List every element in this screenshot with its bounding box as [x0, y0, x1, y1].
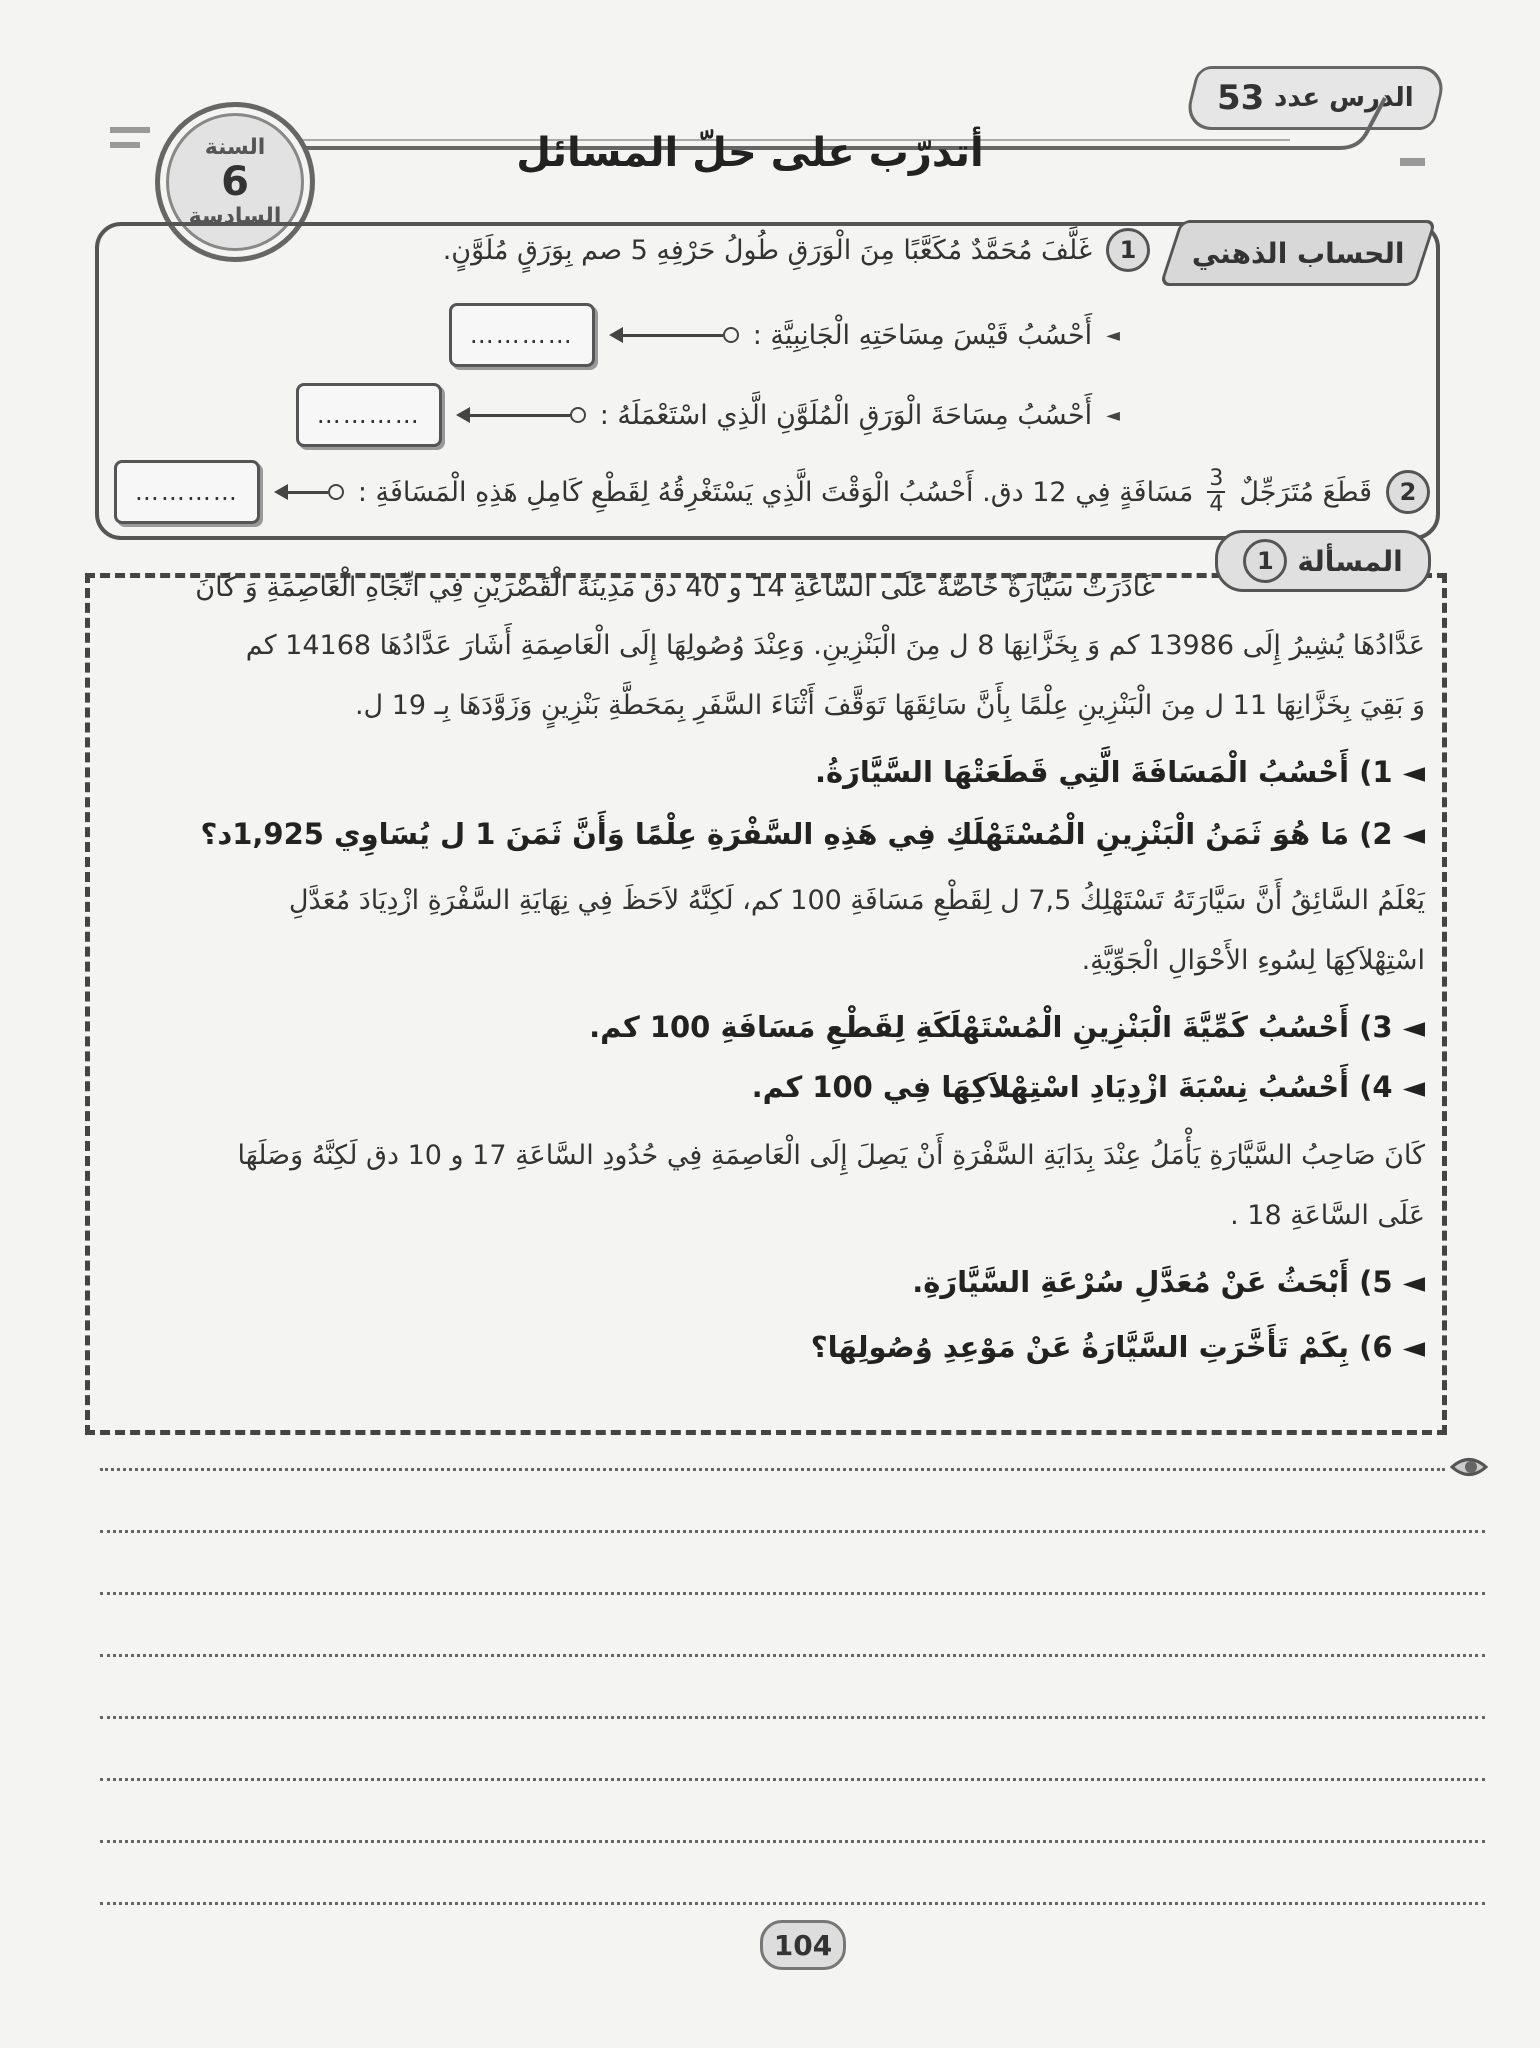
mental-item-2-end: مَسَافَةٍ فِي 12 دق. أَحْسُبُ الْوَقْتَ الَّذِي يَسْتَغْرِقُهُ لِقَطْعِ كَامِلِ هَذِهِ الْمَسَافَةِ :	[357, 476, 1194, 508]
fraction-denominator: 4	[1209, 492, 1224, 517]
year-number: 6	[221, 159, 249, 205]
problem-label: المسألة	[1297, 544, 1403, 578]
eye-bullet-icon	[1450, 1452, 1488, 1482]
item-number-circle: 1	[1106, 228, 1150, 272]
question-1-text: 1) أَحْسُبُ الْمَسَافَةَ الَّتِي قَطَعَتْهَا السَّيَّارَةُ.	[814, 755, 1393, 789]
problem-paragraph-1-line-1: غَادَرَتْ سَيَّارَةٌ خَاصَّةٌ عَلَى السَّاعَةِ 14 و 40 دق مَدِينَةَ الْقَصْرَيْنِ فِي اتِّجَاهِ الْعَاصِمَةِ وَ كَانَ	[195, 572, 1155, 603]
problem-paragraph-3-line-1: كَانَ صَاحِبُ السَّيَّارَةِ يَأْمَلُ عِنْدَ بِدَايَةِ السَّفْرَةِ أَنْ يَصِلَ إِلَى الْعَاصِمَةِ فِي حُدُودِ السَّاعَةِ 17 و 10 دق لَكِنَّهُ وَصَلَهَا	[237, 1140, 1425, 1171]
answer-line-2[interactable]	[100, 1530, 1485, 1533]
mental-item-1-q1	[449, 303, 1120, 367]
answer-line-3[interactable]	[100, 1592, 1485, 1595]
year-label-top: السنة	[204, 135, 266, 160]
arrow-leader-icon	[456, 407, 586, 423]
question-2: ◄ 2) مَا هُوَ ثَمَنُ الْبَنْزِينِ الْمُسْتَهْلَكِ فِي هَذِهِ السَّفْرَةِ عِلْمًا وَأَنَّ ثَمَنَ 1 ل يُسَاوِي 1,925د؟	[200, 817, 1425, 851]
problem-tab	[1215, 530, 1431, 592]
question-5-text: 5) أَبْحَثُ عَنْ مُعَدَّلِ سُرْعَةِ السَّيَّارَةِ.	[912, 1265, 1393, 1299]
question-1: ◄ 1) أَحْسُبُ الْمَسَافَةَ الَّتِي قَطَعَتْهَا السَّيَّارَةُ.	[814, 755, 1425, 789]
arrow-leader-icon	[609, 327, 739, 343]
problem-paragraph-1-line-2: عَدَّادُهَا يُشِيرُ إِلَى 13986 كم وَ بِخَزَّانِهَا 8 ل مِنَ الْبَنْزِينِ. وَعِنْدَ وُصُولِهَا إِلَى الْعَاصِمَةِ أَشَارَ عَدَّادُهَا 14168 كم	[245, 630, 1425, 661]
problem-paragraph-2-line-1: يَعْلَمُ السَّائِقُ أَنَّ سَيَّارَتَهُ تَسْتَهْلِكُ 7,5 ل لِقَطْعِ مَسَافَةِ 100 كم، لَكِنَّهُ لاَحَظَ فِي نِهَايَةِ السَّفْرَةِ ازْدِيَادَ مُعَدَّلِ	[288, 885, 1425, 916]
answer-line-8[interactable]	[100, 1902, 1485, 1905]
mental-q2-text: أَحْسُبُ مِسَاحَةَ الْوَرَقِ الْمُلَوَّنِ الَّذِي اسْتَعْمَلَهُ :	[599, 399, 1093, 431]
arrow-leader-icon	[274, 484, 344, 500]
problem-paragraph-2-line-2: اسْتِهْلاَكِهَا لِسُوءِ الأَحْوَالِ الْجَوِّيَّةِ.	[1081, 945, 1425, 976]
answer-box-1[interactable]: …………	[449, 303, 595, 367]
mental-calc-tab	[1159, 220, 1436, 286]
fraction-numerator: 3	[1209, 466, 1224, 491]
question-4-text: 4) أَحْسُبُ نِسْبَةَ ازْدِيَادِ اسْتِهْلاَكِهَا فِي 100 كم.	[751, 1070, 1393, 1104]
mental-item-1-q2	[296, 383, 1120, 447]
answer-line-6[interactable]	[100, 1778, 1485, 1781]
lesson-number: 53	[1216, 78, 1265, 118]
problem-number-circle: 1	[1243, 539, 1287, 583]
answer-box-3[interactable]: …………	[114, 460, 260, 524]
mental-calc-label: الحساب الذهني	[1191, 236, 1405, 270]
triangle-bullet-icon: ◄	[1106, 404, 1120, 426]
item-number-circle: 2	[1386, 470, 1430, 514]
year-label-bottom: السادسة	[188, 204, 282, 229]
mental-item-2-start: قَطَعَ مُتَرَجِّلٌ	[1239, 476, 1372, 508]
answer-box-2[interactable]: …………	[296, 383, 442, 447]
question-6: ◄ 6) بِكَمْ تَأَخَّرَتِ السَّيَّارَةُ عَنْ مَوْعِدِ وُصُولِهَا؟	[810, 1330, 1425, 1364]
page-title: أتدرّب على حلّ المسائل	[516, 130, 984, 176]
answer-line-7[interactable]	[100, 1840, 1485, 1843]
page-number: 104	[760, 1920, 846, 1970]
triangle-bullet-icon: ◄	[1106, 324, 1120, 346]
mental-item-2	[114, 460, 1430, 524]
question-6-text: 6) بِكَمْ تَأَخَّرَتِ السَّيَّارَةُ عَنْ مَوْعِدِ وُصُولِهَا؟	[810, 1330, 1393, 1364]
fraction-three-quarters	[1207, 467, 1225, 517]
problem-paragraph-1-line-3: وَ بَقِيَ بِخَزَّانِهَا 11 ل مِنَ الْبَنْزِينِ عِلْمًا بِأَنَّ سَائِقَهَا تَوَقَّفَ أَثْنَاءَ السَّفَرِ بِمَحَطَّةِ بَنْزِينٍ وَزَوَّدَهَا بِـ 19 ل.	[354, 690, 1425, 721]
answer-line-4[interactable]	[100, 1654, 1485, 1657]
problem-paragraph-3-line-2: عَلَى السَّاعَةِ 18 .	[1230, 1200, 1425, 1231]
question-3: ◄ 3) أَحْسُبُ كَمِّيَّةَ الْبَنْزِينِ الْمُسْتَهْلَكَةِ لِقَطْعِ مَسَافَةِ 100 كم.	[589, 1010, 1425, 1044]
answer-line-1[interactable]	[100, 1468, 1445, 1471]
lesson-label: الدرس عدد	[1274, 83, 1415, 113]
mental-item-1	[443, 228, 1150, 272]
mental-item-1-text: غَلَّفَ مُحَمَّدٌ مُكَعَّبًا مِنَ الْوَرَقِ طُولُ حَرْفِهِ 5 صم بِوَرَقٍ مُلَوَّنٍ.	[442, 234, 1092, 266]
mental-q1-text: أَحْسُبُ قَيْسَ مِسَاحَتِهِ الْجَانِبِيَّةِ :	[752, 319, 1093, 351]
question-3-text: 3) أَحْسُبُ كَمِّيَّةَ الْبَنْزِينِ الْمُسْتَهْلَكَةِ لِقَطْعِ مَسَافَةِ 100 كم.	[589, 1010, 1393, 1044]
question-5: ◄ 5) أَبْحَثُ عَنْ مُعَدَّلِ سُرْعَةِ السَّيَّارَةِ.	[912, 1265, 1425, 1299]
answer-line-5[interactable]	[100, 1716, 1485, 1719]
question-2-text: 2) مَا هُوَ ثَمَنُ الْبَنْزِينِ الْمُسْتَهْلَكِ فِي هَذِهِ السَّفْرَةِ عِلْمًا وَأَنَّ ثَمَنَ 1 ل يُسَاوِي 1,925د؟	[200, 817, 1393, 851]
question-4: ◄ 4) أَحْسُبُ نِسْبَةَ ازْدِيَادِ اسْتِهْلاَكِهَا فِي 100 كم.	[751, 1070, 1425, 1104]
